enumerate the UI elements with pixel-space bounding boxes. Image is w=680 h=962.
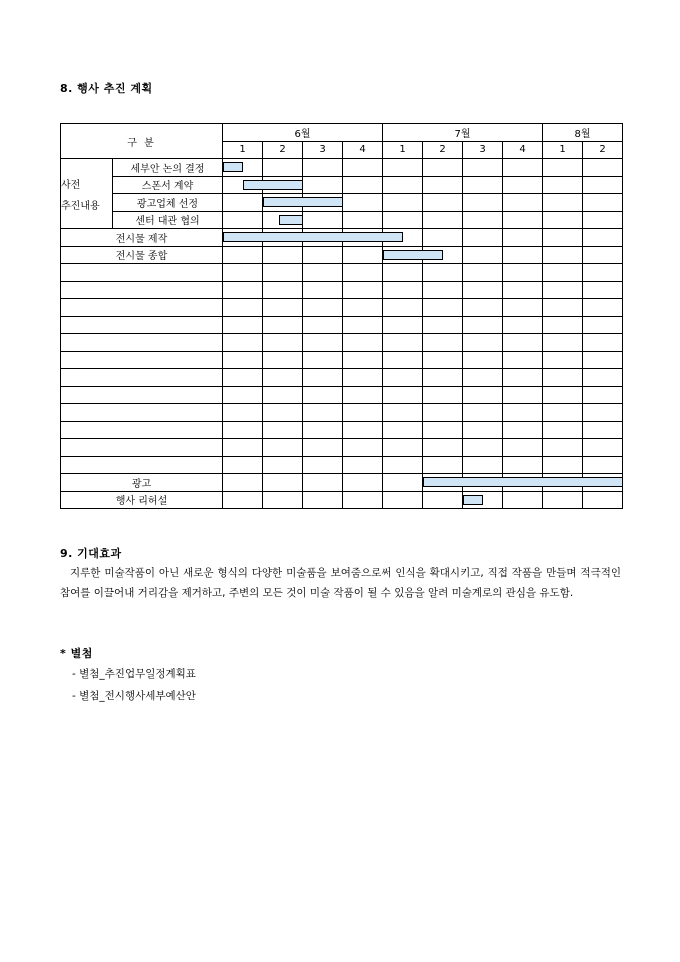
attachment-item: - 별첨_추진업무일정계획표	[72, 668, 196, 680]
empty-label	[61, 334, 223, 352]
empty-label	[61, 404, 223, 422]
schedule-cell	[383, 491, 423, 509]
schedule-cell	[463, 281, 503, 299]
schedule-cell	[223, 211, 263, 229]
empty-row	[61, 421, 623, 439]
attachment-item: - 별첨_전시행사세부예산안	[72, 690, 196, 702]
attachments-title: * 별첨	[60, 647, 93, 660]
schedule-cell	[343, 211, 383, 229]
empty-label	[61, 264, 223, 282]
schedule-cell	[223, 281, 263, 299]
schedule-cell	[343, 334, 383, 352]
schedule-cell	[463, 246, 503, 264]
schedule-cell	[543, 456, 583, 474]
schedule-cell	[423, 299, 463, 317]
schedule-cell	[223, 404, 263, 422]
schedule-cell	[423, 159, 463, 177]
schedule-cell	[343, 159, 383, 177]
schedule-cell	[263, 281, 303, 299]
schedule-cell	[583, 439, 623, 457]
schedule-cell	[223, 159, 263, 177]
schedule-bar	[243, 180, 303, 190]
schedule-cell	[423, 439, 463, 457]
schedule-cell	[343, 439, 383, 457]
schedule-cell	[543, 334, 583, 352]
schedule-cell	[543, 316, 583, 334]
schedule-cell	[303, 334, 343, 352]
schedule-cell	[583, 264, 623, 282]
schedule-cell	[543, 264, 583, 282]
schedule-cell	[543, 194, 583, 212]
task-label: 전시물 제작	[61, 229, 223, 247]
schedule-cell	[383, 281, 423, 299]
schedule-cell	[263, 369, 303, 387]
empty-label	[61, 456, 223, 474]
schedule-cell	[423, 491, 463, 509]
schedule-cell	[543, 211, 583, 229]
schedule-cell	[583, 176, 623, 194]
schedule-bar	[279, 215, 303, 225]
task-row	[61, 194, 623, 212]
schedule-cell	[463, 264, 503, 282]
schedule-bar	[423, 477, 623, 487]
schedule-cell	[303, 351, 343, 369]
schedule-cell	[263, 421, 303, 439]
schedule-cell	[423, 316, 463, 334]
schedule-cell	[343, 351, 383, 369]
schedule-cell	[463, 386, 503, 404]
schedule-table	[60, 123, 623, 509]
schedule-cell	[343, 194, 383, 212]
schedule-cell	[383, 369, 423, 387]
empty-row	[61, 439, 623, 457]
schedule-cell	[503, 351, 543, 369]
schedule-cell	[423, 421, 463, 439]
empty-label	[61, 351, 223, 369]
task-row	[61, 211, 623, 229]
schedule-cell	[423, 351, 463, 369]
schedule-cell	[503, 316, 543, 334]
schedule-cell	[383, 456, 423, 474]
schedule-cell	[263, 159, 303, 177]
schedule-cell	[583, 246, 623, 264]
schedule-cell	[303, 386, 343, 404]
schedule-cell	[223, 176, 263, 194]
schedule-cell	[223, 334, 263, 352]
schedule-cell	[583, 421, 623, 439]
empty-row	[61, 316, 623, 334]
schedule-cell	[303, 456, 343, 474]
schedule-cell	[303, 176, 343, 194]
schedule-cell	[463, 439, 503, 457]
schedule-cell	[303, 299, 343, 317]
schedule-cell	[223, 299, 263, 317]
schedule-cell	[423, 194, 463, 212]
empty-row	[61, 369, 623, 387]
schedule-cell	[383, 386, 423, 404]
schedule-cell	[223, 316, 263, 334]
schedule-bar	[223, 162, 243, 172]
task-label: 전시물 종합	[61, 246, 223, 264]
empty-label	[61, 386, 223, 404]
schedule-cell	[543, 404, 583, 422]
schedule-cell	[503, 439, 543, 457]
schedule-cell	[503, 194, 543, 212]
schedule-cell	[503, 386, 543, 404]
schedule-cell	[543, 176, 583, 194]
task-row	[61, 229, 623, 247]
schedule-cell	[303, 211, 343, 229]
schedule-cell	[583, 281, 623, 299]
schedule-cell	[503, 404, 543, 422]
schedule-cell	[263, 246, 303, 264]
schedule-cell	[423, 264, 463, 282]
schedule-cell	[463, 334, 503, 352]
group-label-line: 사전	[61, 179, 81, 191]
task-label: 행사 리허설	[61, 491, 223, 509]
schedule-cell	[303, 264, 343, 282]
schedule-cell	[583, 491, 623, 509]
schedule-cell	[223, 439, 263, 457]
schedule-bar	[263, 197, 343, 207]
schedule-cell	[463, 351, 503, 369]
week-header: 2	[583, 141, 623, 159]
schedule-cell	[303, 369, 343, 387]
schedule-cell	[263, 474, 303, 492]
empty-row	[61, 404, 623, 422]
schedule-cell	[223, 264, 263, 282]
schedule-cell	[263, 351, 303, 369]
schedule-cell	[423, 369, 463, 387]
schedule-cell	[423, 229, 463, 247]
task-row	[61, 246, 623, 264]
task-label: 광고업체 선정	[113, 194, 223, 212]
empty-label	[61, 369, 223, 387]
task-label: 스폰서 계약	[113, 176, 223, 194]
schedule-cell	[463, 456, 503, 474]
schedule-cell	[343, 369, 383, 387]
task-row	[61, 491, 623, 509]
schedule-cell	[583, 159, 623, 177]
schedule-cell	[303, 474, 343, 492]
schedule-cell	[343, 474, 383, 492]
week-header: 2	[263, 141, 303, 159]
schedule-cell	[263, 264, 303, 282]
schedule-cell	[543, 159, 583, 177]
schedule-cell	[223, 194, 263, 212]
schedule-cell	[583, 456, 623, 474]
schedule-cell	[463, 404, 503, 422]
schedule-cell	[503, 334, 543, 352]
empty-label	[61, 316, 223, 334]
schedule-cell	[463, 369, 503, 387]
schedule-cell	[383, 264, 423, 282]
schedule-cell	[383, 176, 423, 194]
week-header: 3	[303, 141, 343, 159]
empty-row	[61, 281, 623, 299]
month-header: 8월	[543, 124, 623, 142]
schedule-cell	[383, 316, 423, 334]
month-header: 7월	[383, 124, 543, 142]
schedule-cell	[383, 159, 423, 177]
effect-body: 지루한 미술작품이 아닌 새로운 형식의 다양한 미술품을 보여줌으로써 인식을 확대시키고, 직접 작품을 만들며 적극적인 참여를 이끌어내 거리감을 제거하고, 주변의 모든 것이 미술 작품이 될 수 있음을 알려 미술계로의 관심을 유도함.	[60, 567, 621, 599]
schedule-cell	[583, 229, 623, 247]
schedule-cell	[303, 316, 343, 334]
schedule-cell	[343, 246, 383, 264]
schedule-cell	[543, 351, 583, 369]
schedule-cell	[223, 351, 263, 369]
schedule-cell	[503, 456, 543, 474]
schedule-bar	[463, 495, 483, 505]
schedule-cell	[223, 369, 263, 387]
schedule-cell	[303, 246, 343, 264]
schedule-cell	[303, 491, 343, 509]
schedule-cell	[343, 281, 383, 299]
schedule-cell	[383, 334, 423, 352]
schedule-cell	[543, 491, 583, 509]
schedule-cell	[423, 386, 463, 404]
schedule-cell	[223, 456, 263, 474]
schedule-cell	[503, 299, 543, 317]
schedule-cell	[343, 421, 383, 439]
schedule-cell	[383, 404, 423, 422]
schedule-cell	[343, 386, 383, 404]
schedule-cell	[583, 194, 623, 212]
schedule-cell	[303, 421, 343, 439]
schedule-cell	[263, 404, 303, 422]
schedule-cell	[383, 421, 423, 439]
group-label-line: 추진내용	[61, 200, 100, 212]
schedule-cell	[223, 246, 263, 264]
schedule-bar	[223, 232, 403, 242]
schedule-cell	[383, 211, 423, 229]
schedule-cell	[543, 246, 583, 264]
schedule-cell	[423, 404, 463, 422]
empty-row	[61, 456, 623, 474]
schedule-cell	[543, 439, 583, 457]
empty-row	[61, 334, 623, 352]
schedule-cell	[543, 229, 583, 247]
schedule-cell	[223, 491, 263, 509]
schedule-cell	[463, 176, 503, 194]
week-header: 4	[503, 141, 543, 159]
schedule-cell	[543, 281, 583, 299]
schedule-cell	[263, 316, 303, 334]
schedule-cell	[543, 421, 583, 439]
task-row	[61, 474, 623, 492]
week-header: 1	[543, 141, 583, 159]
schedule-cell	[223, 229, 263, 247]
schedule-cell	[263, 386, 303, 404]
schedule-cell	[503, 229, 543, 247]
schedule-cell	[423, 456, 463, 474]
schedule-cell	[463, 299, 503, 317]
schedule-cell	[263, 491, 303, 509]
schedule-cell	[583, 404, 623, 422]
schedule-cell	[343, 176, 383, 194]
schedule-cell	[223, 474, 263, 492]
schedule-cell	[343, 316, 383, 334]
schedule-cell	[503, 281, 543, 299]
task-label: 센터 대관 협의	[113, 211, 223, 229]
empty-label	[61, 299, 223, 317]
schedule-cell	[303, 439, 343, 457]
empty-row	[61, 351, 623, 369]
schedule-cell	[263, 334, 303, 352]
schedule-cell	[383, 439, 423, 457]
task-row	[61, 159, 623, 177]
week-header: 2	[423, 141, 463, 159]
schedule-cell	[583, 299, 623, 317]
week-header: 3	[463, 141, 503, 159]
schedule-cell	[303, 281, 343, 299]
schedule-cell	[503, 176, 543, 194]
schedule-cell	[383, 299, 423, 317]
schedule-cell	[423, 176, 463, 194]
schedule-cell	[583, 386, 623, 404]
week-header: 1	[383, 141, 423, 159]
schedule-cell	[503, 421, 543, 439]
schedule-cell	[423, 211, 463, 229]
section9-title: 9. 기대효과	[60, 547, 122, 560]
schedule-cell	[543, 386, 583, 404]
header-row	[61, 124, 623, 142]
schedule-cell	[343, 491, 383, 509]
empty-row	[61, 386, 623, 404]
schedule-cell	[503, 159, 543, 177]
schedule-cell	[343, 456, 383, 474]
schedule-cell	[343, 404, 383, 422]
schedule-cell	[263, 439, 303, 457]
schedule-cell	[463, 159, 503, 177]
empty-label	[61, 281, 223, 299]
schedule-cell	[263, 456, 303, 474]
schedule-cell	[383, 351, 423, 369]
schedule-cell	[463, 211, 503, 229]
empty-label	[61, 439, 223, 457]
month-header: 6월	[223, 124, 383, 142]
schedule-cell	[343, 264, 383, 282]
schedule-cell	[463, 421, 503, 439]
schedule-cell	[503, 369, 543, 387]
schedule-cell	[303, 159, 343, 177]
group-label	[61, 159, 113, 229]
task-row	[61, 176, 623, 194]
schedule-cell	[543, 299, 583, 317]
schedule-cell	[383, 474, 423, 492]
schedule-cell	[383, 194, 423, 212]
schedule-cell	[463, 316, 503, 334]
section8-title: 8. 행사 추진 계획	[60, 82, 153, 95]
schedule-cell	[223, 386, 263, 404]
schedule-cell	[583, 334, 623, 352]
schedule-cell	[583, 211, 623, 229]
week-header: 1	[223, 141, 263, 159]
empty-row	[61, 264, 623, 282]
schedule-bar	[383, 250, 443, 260]
schedule-cell	[343, 299, 383, 317]
task-label: 광고	[61, 474, 223, 492]
schedule-cell	[583, 369, 623, 387]
schedule-cell	[503, 491, 543, 509]
schedule-cell	[263, 299, 303, 317]
empty-row	[61, 299, 623, 317]
schedule-cell	[503, 246, 543, 264]
schedule-cell	[583, 351, 623, 369]
schedule-cell	[503, 264, 543, 282]
schedule-cell	[583, 316, 623, 334]
week-header: 4	[343, 141, 383, 159]
effect-text	[60, 563, 621, 603]
schedule-cell	[463, 229, 503, 247]
schedule-cell	[503, 211, 543, 229]
schedule-cell	[543, 369, 583, 387]
schedule-cell	[303, 404, 343, 422]
schedule-cell	[423, 281, 463, 299]
task-label: 세부안 논의 결정	[113, 159, 223, 177]
schedule-cell	[223, 421, 263, 439]
empty-label	[61, 421, 223, 439]
schedule-cell	[463, 194, 503, 212]
schedule-cell	[423, 334, 463, 352]
header-label: 구 분	[61, 124, 223, 159]
